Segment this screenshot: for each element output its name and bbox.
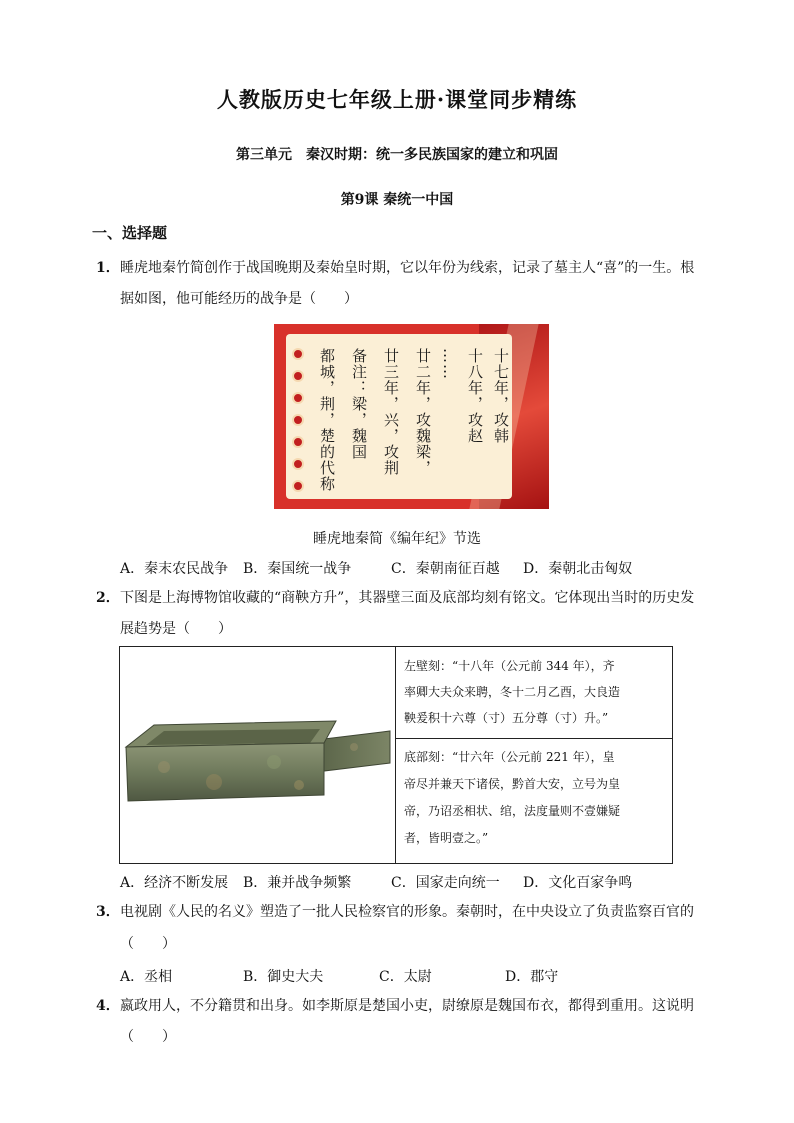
shang-yang-fangsheng-image: [120, 647, 396, 863]
question-1-line-2: 据如图，他可能经历的战争是（ ）: [120, 291, 358, 307]
question-4-line-2: （ ）: [120, 1029, 176, 1045]
option-a[interactable]: A．经济不断发展: [120, 875, 229, 891]
binder-ring-icon: [292, 436, 304, 448]
option-a[interactable]: A．秦末农民战争: [120, 561, 229, 577]
lesson-title: 第9课 秦统一中国: [340, 192, 454, 208]
slip-column-4: 廿二年，攻魏梁，: [414, 348, 432, 476]
question-4-number: 4．: [96, 998, 120, 1014]
option-b[interactable]: B．御史大夫: [243, 969, 324, 985]
inscription-line: 率卿大夫众来聘，冬十二月乙酉，大良造: [404, 685, 621, 699]
slip-column-7: 都城，荆，楚的代称: [318, 348, 336, 492]
binder-ring-icon: [292, 370, 304, 382]
question-1-options: [120, 558, 632, 578]
binder-ring-icon: [292, 414, 304, 426]
inscription-line: 底部刻：“廿六年（公元前 221 年），皇: [404, 750, 615, 764]
question-2-line-2: 展趋势是（ ）: [120, 621, 232, 637]
question-2-line-1: 下图是上海博物馆收藏的“商鞅方升”，其器壁三面及底部均刻有铭文。它体现出当时的历史发: [120, 590, 695, 606]
figure-1-caption: 睡虎地秦简《编年纪》节选: [313, 531, 481, 547]
binder-ring-icon: [292, 458, 304, 470]
slip-column-6: 备注：梁，魏国: [350, 348, 368, 460]
slip-column-2: 十八年，攻赵: [466, 348, 484, 444]
binder-ring-icon: [292, 480, 304, 492]
inscription-table: [119, 646, 673, 864]
option-b[interactable]: B．兼并战争频繁: [243, 875, 352, 891]
inscription-line: 左壁刻：“十八年（公元前 344 年），齐: [404, 659, 615, 673]
question-3-number: 3．: [96, 904, 120, 920]
left-wall-inscription: [396, 647, 672, 739]
inscription-line: 鞅爰积十六尊（寸）五分尊（寸）升。”: [404, 711, 609, 725]
question-2-options: [120, 872, 632, 892]
slip-column-3: ……: [440, 348, 458, 380]
slip-column-5: 廿三年，兴，攻荆: [382, 348, 400, 476]
option-a[interactable]: A．丞相: [120, 969, 173, 985]
binder-ring-icon: [292, 348, 304, 360]
unit-title: 第三单元 秦汉时期：统一多民族国家的建立和巩固: [236, 147, 558, 163]
card-paper: [286, 334, 512, 499]
inscription-line: 帝尽并兼天下诸侯，黔首大安，立号为皇: [404, 777, 621, 791]
question-4-line-1: 嬴政用人，不分籍贯和出身。如李斯原是楚国小吏，尉缭原是魏国布衣，都得到重用。这说明: [120, 998, 694, 1014]
question-3-line-1: 电视剧《人民的名义》塑造了一批人民检察官的形象。秦朝时，在中央设立了负责监察百官的: [120, 904, 694, 920]
question-3-options: [120, 966, 558, 986]
option-d[interactable]: D．郡守: [505, 969, 559, 985]
inscription-line: 帝，乃诏丞相状、绾，法度量则不壹嫌疑: [404, 804, 621, 818]
question-1-line-1: 睡虎地秦竹简创作于战国晚期及秦始皇时期，它以年份为线索，记录了墓主人“喜”的一生。根: [120, 260, 695, 276]
section-heading: 一、选择题: [92, 224, 168, 242]
option-c[interactable]: C．太尉: [379, 969, 432, 985]
binder-ring-icon: [292, 392, 304, 404]
bamboo-slip-figure: [274, 324, 549, 509]
inscription-line: 者，皆明壹之。”: [404, 831, 489, 845]
option-c[interactable]: C．秦朝南征百越: [391, 561, 500, 577]
option-b[interactable]: B．秦国统一战争: [243, 561, 352, 577]
question-1-number: 1．: [96, 260, 120, 276]
question-2-number: 2．: [96, 590, 120, 606]
page-title: 人教版历史七年级上册·课堂同步精练: [216, 87, 578, 112]
option-c[interactable]: C．国家走向统一: [391, 875, 500, 891]
bottom-inscription: [396, 740, 672, 863]
option-d[interactable]: D．文化百家争鸣: [523, 875, 633, 891]
question-3-line-2: （ ）: [120, 936, 176, 952]
option-d[interactable]: D．秦朝北击匈奴: [523, 561, 633, 577]
slip-column-1: 十七年，攻韩: [492, 348, 510, 444]
bronze-measure-icon: [124, 687, 392, 817]
